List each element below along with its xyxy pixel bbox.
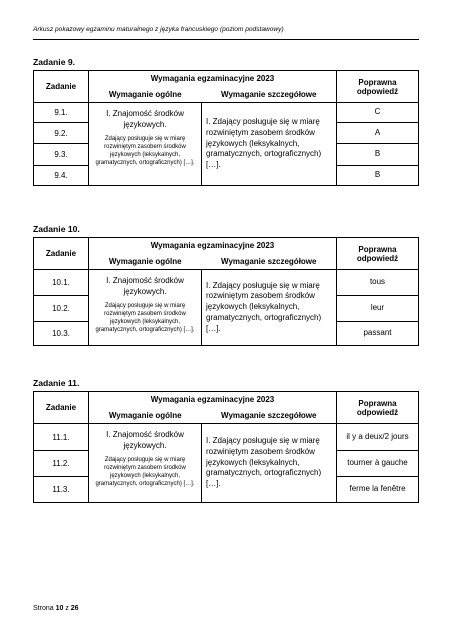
col-header-requirements: Wymagania egzaminacyjne 2023 [89,392,337,408]
task-number: 11.3. [34,477,89,503]
table-row [34,270,419,296]
correct-answer: C [337,103,419,123]
correct-answer: ferme la fenêtre [337,477,419,503]
correct-answer: A [337,123,419,144]
task-number: 10.3. [34,322,89,346]
col-header-answer: Poprawna odpowiedź [337,71,419,103]
col-header-specific: Wymaganie szczegółowe [202,254,337,270]
correct-answer: leur [337,296,419,322]
task-title: Zadanie 10. [33,224,80,234]
general-requirement-main: I. Znajomość środków językowych. [106,430,184,450]
specific-requirement: I. Zdający posługuje się w miarę rozwiniętym zasobem środków językowych (leksykalnych, gramatycznych, ortograficznych) […]. [202,270,337,346]
footer-page: 10 [55,605,64,612]
task-table [33,391,419,503]
task-number: 9.3. [34,144,89,166]
table-row [34,103,419,123]
header-divider [33,39,419,40]
footer-total: 26 [70,605,79,612]
correct-answer: B [337,144,419,166]
general-requirement-sub: Zdający posługuje się w miarę rozwiniętym zasobem środków językowych (leksykalnych, gramatycznych, ortograficznych) […]. [95,302,195,334]
footer-label: Strona [33,605,54,612]
general-requirement [89,103,202,186]
general-requirement-main: I. Znajomość środków językowych. [106,276,184,296]
col-header-requirements: Wymagania egzaminacyjne 2023 [89,238,337,254]
col-header-general: Wymaganie ogólne [89,87,202,103]
general-requirement [89,270,202,346]
task-table [33,70,419,186]
page-header: Arkusz pokazowy egzaminu maturalnego z języka francuskiego (poziom podstawowy) [33,26,284,33]
col-header-specific: Wymaganie szczegółowe [202,408,337,424]
col-header-general: Wymaganie ogólne [89,408,202,424]
task-number: 10.1. [34,270,89,296]
correct-answer: tourner à gauche [337,451,419,477]
general-requirement [89,424,202,503]
correct-answer: il y a deux/2 jours [337,424,419,451]
col-header-answer: Poprawna odpowiedź [337,392,419,424]
correct-answer: B [337,166,419,186]
task-number: 9.1. [34,103,89,123]
task-number: 9.4. [34,166,89,186]
col-header-specific: Wymaganie szczegółowe [202,87,337,103]
task-number: 11.1. [34,424,89,451]
task-number: 9.2. [34,123,89,144]
col-header-task: Zadanie [34,392,89,424]
col-header-task: Zadanie [34,71,89,103]
col-header-answer: Poprawna odpowiedź [337,238,419,270]
task-title: Zadanie 9. [33,57,76,67]
correct-answer: passant [337,322,419,346]
specific-requirement: I. Zdający posługuje się w miarę rozwiniętym zasobem środków językowych (leksykalnych, gramatycznych, ortograficznych) […]. [202,103,337,186]
col-header-requirements: Wymagania egzaminacyjne 2023 [89,71,337,87]
task-title: Zadanie 11. [33,378,80,388]
task-number: 11.2. [34,451,89,477]
general-requirement-sub: Zdający posługuje się w miarę rozwiniętym zasobem środków językowych (leksykalnych, gramatycznych, ortograficznych) […]. [95,456,195,488]
specific-requirement: I. Zdający posługuje się w miarę rozwiniętym zasobem środków językowych (leksykalnych, gramatycznych, ortograficznych) […]. [202,424,337,503]
task-table [33,237,419,346]
col-header-task: Zadanie [34,238,89,270]
footer-sep: z [65,605,69,612]
col-header-general: Wymaganie ogólne [89,254,202,270]
general-requirement-sub: Zdający posługuje się w miarę rozwiniętym zasobem środków językowych (leksykalnych, gramatycznych, ortograficznych) […]. [95,135,195,167]
general-requirement-main: I. Znajomość środków językowych. [106,109,184,129]
table-row [34,424,419,451]
page-footer [33,605,79,612]
correct-answer: tous [337,270,419,296]
task-number: 10.2. [34,296,89,322]
